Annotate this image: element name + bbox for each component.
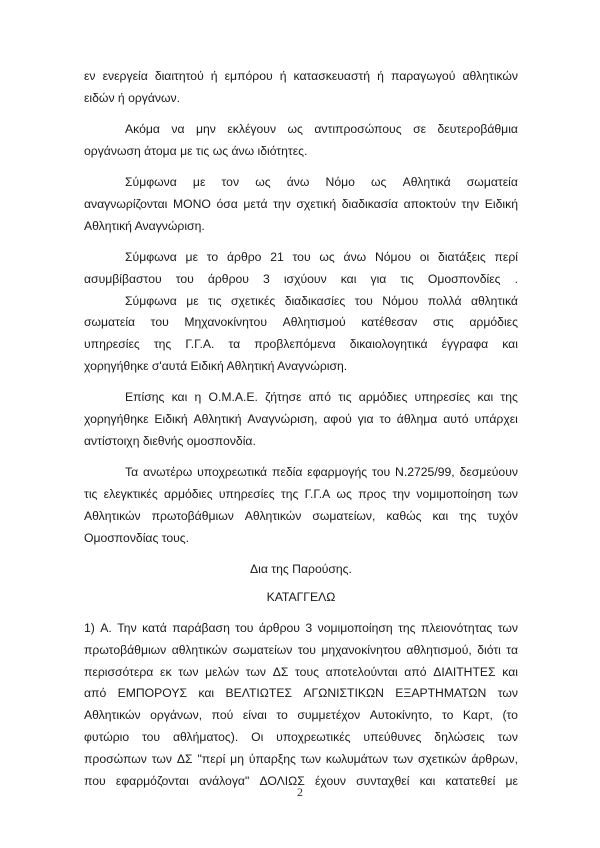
text-line: σωματεία του Μηχανοκίνητου Αθλητισμού κατέθεσαν στις αρμόδιες	[84, 315, 518, 330]
text-line: Σύμφωνα με τον ως άνω Νόμο ως Αθλητικά σωματεία	[125, 175, 518, 190]
text-line: Ομοσπονδίας τους.	[84, 530, 190, 545]
page-number: 2	[297, 785, 303, 799]
text-line: χορηγήθηκε Ειδική Αθλητική Αναγνώριση, αφού για το άθλημα αυτό υπάρχει	[84, 412, 518, 427]
centered-heading-presence: Δια της Παρούσης.	[250, 561, 352, 576]
paragraph-1	[84, 66, 518, 110]
text-line: αντίστοιχη διεθνής ομοσπονδία.	[84, 433, 256, 448]
text-line: Αθλητική Αναγνώριση.	[84, 218, 205, 233]
text-line: Ακόμα να μην εκλέγουν ως αντιπροσώπους σε δευτεροβάθμια	[125, 122, 518, 137]
document-body	[84, 66, 518, 792]
text-line: Σύμφωνα με τις σχετικές διαδικασίες του Νόμου πολλά αθλητικά	[125, 293, 518, 308]
text-line: αναγνωρίζονται ΜΟΝΟ όσα μετά την σχετική διαδικασία αποκτούν την Ειδική	[84, 196, 518, 211]
text-line: περισσότερα εκ των μελών των ΔΣ τους αποτελούνται από ΔΙΑΙΤΗΤΕΣ και	[84, 664, 518, 679]
text-line: Αθλητικών οργάνων, πού είναι το συμμετέχον Αυτοκίνητο, το Καρτ, (το	[84, 708, 518, 723]
text-line: 1) Α. Την κατά παράβαση του άρθρου 3 νομιμοποίηση της πλειονότητας των	[84, 621, 518, 636]
text-line: που εφαρμόζονται ανάλογα" ΔΟΛΙΩΣ έχουν συνταχθεί και κατατεθεί με	[84, 773, 518, 788]
paragraph-7	[84, 462, 518, 549]
text-line: πρωτοβάθμιων αθλητικών σωματείων του μηχανοκίνητου αθλητισμού, διότι τα	[84, 642, 518, 657]
text-line: προσώπων των ΔΣ "περί μη ύπαρξης των κωλυμάτων των σχετικών άρθρων,	[84, 751, 518, 766]
text-line: εν ενεργεία διαιτητού ή εμπόρου ή κατασκευαστή ή παραγωγού αθλητικών	[84, 69, 518, 83]
text-line: από ΕΜΠΟΡΟΥΣ και ΒΕΛΤΙΩΤΕΣ ΑΓΩΝΙΣΤΙΚΩΝ ΕΞΑΡΤΗΜΑΤΩΝ των	[84, 686, 518, 701]
text-line: ασυμβίβαστου του άρθρου 3 ισχύουν και για τις Ομοσπονδίες .	[84, 271, 518, 286]
text-line: ειδών ή οργάνων.	[84, 90, 181, 105]
text-line: υπηρεσίες της Γ.Γ.Α. τα προβλεπόμενα δικαιολογητικά έγγραφα και	[84, 337, 518, 352]
paragraph-2	[84, 119, 518, 163]
text-line: φυτώριο του αθλήματος). Οι υποχρεωτικές υπεύθυνες δηλώσεις των	[84, 730, 518, 745]
centered-heading-denounce: ΚΑΤΑΓΓΕΛΩ	[266, 589, 336, 604]
text-line: χορηγήθηκε σ'αυτά Ειδική Αθλητική Αναγνώριση.	[84, 359, 348, 374]
text-line: τις ελεγκτικές αρμόδιες υπηρεσίες της Γ.Γ.Α ως προς την νομιμοποίηση των	[84, 487, 518, 502]
paragraph-3	[84, 172, 518, 237]
paragraph-6	[84, 387, 518, 452]
paragraph-5	[84, 291, 518, 378]
text-line: Τα ανωτέρω υποχρεωτικά πεδία εφαρμογής του Ν.2725/99, δεσμεύουν	[125, 465, 518, 480]
paragraph-4	[84, 247, 518, 291]
text-line: Σύμφωνα με το άρθρο 21 του ως άνω Νόμου οι διατάξεις περί	[125, 250, 518, 265]
paragraph-denunciation	[84, 618, 518, 792]
text-line: Αθλητικών πρωτοβάθμιων Αθλητικών σωματείων, καθώς και της τυχόν	[84, 508, 518, 523]
text-line: Επίσης και η Ο.Μ.Α.Ε. ζήτησε από τις αρμόδιες υπηρεσίες και της	[125, 390, 518, 405]
text-line: οργάνωση άτομα με τις ως άνω ιδιότητες.	[84, 143, 308, 158]
